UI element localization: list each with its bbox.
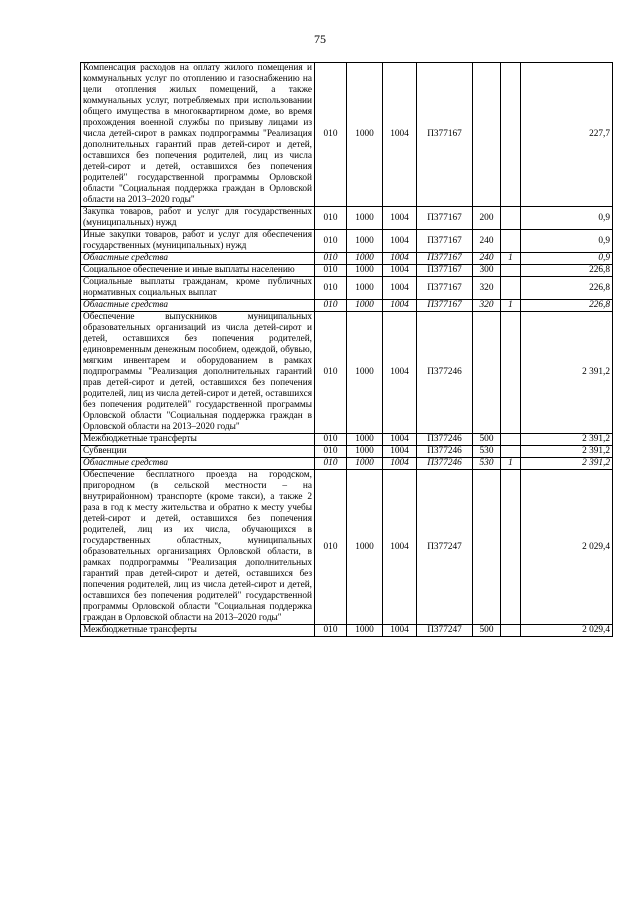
row-funding-source	[501, 63, 521, 207]
row-amount: 2 029,4	[521, 470, 613, 625]
row-target-article: П377167	[417, 300, 473, 312]
table-row	[81, 265, 613, 277]
row-funding-source: 1	[501, 300, 521, 312]
row-ministry-code: 010	[315, 300, 347, 312]
row-description: Социальное обеспечение и иные выплаты населению	[81, 265, 315, 277]
row-expense-type: 530	[473, 446, 501, 458]
row-ministry-code: 010	[315, 265, 347, 277]
row-ministry-code: 010	[315, 458, 347, 470]
row-description: Компенсация расходов на оплату жилого помещения и коммунальных услуг по отоплению и газоснабжению на цели отопления жилых помещений, а также коммунальных услуг, потребляемых при использовании общего имущества в многоквартирном доме, во время прохождения военной службы по призыву лицами из числа детей-сирот в рамках подпрограммы "Реализация дополнительных гарантий прав детей-сирот и детей, оставшихся без попечения родителей, лиц из числа детей-сирот и детей, оставшихся без попечения родителей" государственной программы Орловской области "Социальная поддержка граждан в Орловской области на 2013–2020 годы"	[81, 63, 315, 207]
row-section-code: 1000	[347, 625, 383, 637]
row-ministry-code: 010	[315, 230, 347, 253]
row-target-article: П377167	[417, 230, 473, 253]
row-section-code: 1000	[347, 434, 383, 446]
row-funding-source	[501, 207, 521, 230]
row-section-code: 1000	[347, 277, 383, 300]
row-amount: 227,7	[521, 63, 613, 207]
row-section-code: 1000	[347, 446, 383, 458]
row-description: Обеспечение выпускников муниципальных образовательных организаций из числа детей-сирот и детей, оставшихся без попечения родителей, единовременным денежным пособием, одеждой, обувью, мягким инвентарем и оборудованием в рамках подпрограммы "Реализация дополнительных гарантий прав детей-сирот и детей, оставшихся без попечения родителей, лиц из числа детей-сирот и детей, оставшихся без попечения родителей" государственной программы Орловской области "Социальная поддержка граждан в Орловской области на 2013–2020 годы"	[81, 312, 315, 434]
row-subsection-code: 1004	[383, 230, 417, 253]
row-ministry-code: 010	[315, 434, 347, 446]
row-amount: 2 391,2	[521, 312, 613, 434]
row-expense-type	[473, 470, 501, 625]
row-amount: 2 391,2	[521, 458, 613, 470]
row-subsection-code: 1004	[383, 277, 417, 300]
row-section-code: 1000	[347, 253, 383, 265]
row-funding-source	[501, 265, 521, 277]
row-funding-source: 1	[501, 458, 521, 470]
row-funding-source	[501, 277, 521, 300]
row-subsection-code: 1004	[383, 434, 417, 446]
row-target-article: П377246	[417, 312, 473, 434]
row-target-article: П377167	[417, 277, 473, 300]
row-description: Областные средства	[81, 458, 315, 470]
row-description: Социальные выплаты гражданам, кроме публичных нормативных социальных выплат	[81, 277, 315, 300]
row-section-code: 1000	[347, 458, 383, 470]
row-subsection-code: 1004	[383, 265, 417, 277]
table-row	[81, 300, 613, 312]
row-description: Закупка товаров, работ и услуг для государственных (муниципальных) нужд	[81, 207, 315, 230]
row-expense-type: 500	[473, 625, 501, 637]
row-funding-source	[501, 312, 521, 434]
row-ministry-code: 010	[315, 277, 347, 300]
row-target-article: П377246	[417, 446, 473, 458]
row-target-article: П377167	[417, 265, 473, 277]
table-row	[81, 625, 613, 637]
row-ministry-code: 010	[315, 207, 347, 230]
row-amount: 226,8	[521, 300, 613, 312]
row-target-article: П377247	[417, 625, 473, 637]
row-target-article: П377167	[417, 253, 473, 265]
row-expense-type	[473, 63, 501, 207]
row-expense-type: 240	[473, 253, 501, 265]
table-row	[81, 230, 613, 253]
table-row	[81, 434, 613, 446]
row-funding-source	[501, 446, 521, 458]
row-ministry-code: 010	[315, 253, 347, 265]
row-amount: 0,9	[521, 207, 613, 230]
row-expense-type: 320	[473, 277, 501, 300]
row-section-code: 1000	[347, 300, 383, 312]
row-expense-type: 300	[473, 265, 501, 277]
row-description: Межбюджетные трансферты	[81, 434, 315, 446]
row-amount: 2 391,2	[521, 434, 613, 446]
row-ministry-code: 010	[315, 470, 347, 625]
row-subsection-code: 1004	[383, 446, 417, 458]
row-section-code: 1000	[347, 265, 383, 277]
row-section-code: 1000	[347, 312, 383, 434]
table-row	[81, 312, 613, 434]
row-target-article: П377167	[417, 207, 473, 230]
row-amount: 2 391,2	[521, 446, 613, 458]
table-row	[81, 458, 613, 470]
page-number: 75	[314, 32, 326, 46]
row-subsection-code: 1004	[383, 253, 417, 265]
row-subsection-code: 1004	[383, 300, 417, 312]
row-description: Областные средства	[81, 253, 315, 265]
row-funding-source: 1	[501, 253, 521, 265]
table-row	[81, 470, 613, 625]
row-expense-type: 500	[473, 434, 501, 446]
row-target-article: П377247	[417, 470, 473, 625]
row-ministry-code: 010	[315, 312, 347, 434]
row-section-code: 1000	[347, 230, 383, 253]
row-expense-type: 320	[473, 300, 501, 312]
row-description: Субвенции	[81, 446, 315, 458]
row-amount: 226,8	[521, 265, 613, 277]
row-target-article: П377246	[417, 434, 473, 446]
row-funding-source	[501, 230, 521, 253]
row-ministry-code: 010	[315, 63, 347, 207]
row-section-code: 1000	[347, 63, 383, 207]
row-subsection-code: 1004	[383, 207, 417, 230]
budget-table	[80, 62, 613, 637]
row-subsection-code: 1004	[383, 312, 417, 434]
row-expense-type: 200	[473, 207, 501, 230]
row-funding-source	[501, 434, 521, 446]
table-row	[81, 253, 613, 265]
row-description: Областные средства	[81, 300, 315, 312]
table-row	[81, 63, 613, 207]
row-amount: 226,8	[521, 277, 613, 300]
row-ministry-code: 010	[315, 446, 347, 458]
row-expense-type	[473, 312, 501, 434]
row-description: Межбюджетные трансферты	[81, 625, 315, 637]
table-row	[81, 446, 613, 458]
row-expense-type: 240	[473, 230, 501, 253]
row-description: Иные закупки товаров, работ и услуг для обеспечения государственных (муниципальных) нужд	[81, 230, 315, 253]
row-ministry-code: 010	[315, 625, 347, 637]
row-expense-type: 530	[473, 458, 501, 470]
table-row	[81, 277, 613, 300]
row-section-code: 1000	[347, 207, 383, 230]
row-amount: 2 029,4	[521, 625, 613, 637]
row-subsection-code: 1004	[383, 63, 417, 207]
row-amount: 0,9	[521, 253, 613, 265]
row-description: Обеспечение бесплатного проезда на городском, пригородном (в сельской местности – на внутрирайонном) транспорте (кроме такси), а также 2 раза в год к месту жительства и обратно к месту учебы детей-сирот и детей, оставшихся без попечения родителей, лиц из их числа, обучающихся в государственных областных, муниципальных образовательных организациях Орловской области, в рамках подпрограммы "Реализация дополнительных гарантий прав детей-сирот и детей, оставшихся без попечения родителей, лиц из числа детей-сирот и детей, оставшихся без попечения родителей" государственной программы Орловской области "Социальная поддержка граждан в Орловской области на 2013–2020 годы"	[81, 470, 315, 625]
row-subsection-code: 1004	[383, 625, 417, 637]
table-row	[81, 207, 613, 230]
row-target-article: П377167	[417, 63, 473, 207]
row-amount: 0,9	[521, 230, 613, 253]
row-funding-source	[501, 625, 521, 637]
row-subsection-code: 1004	[383, 470, 417, 625]
row-funding-source	[501, 470, 521, 625]
row-subsection-code: 1004	[383, 458, 417, 470]
row-target-article: П377246	[417, 458, 473, 470]
row-section-code: 1000	[347, 470, 383, 625]
